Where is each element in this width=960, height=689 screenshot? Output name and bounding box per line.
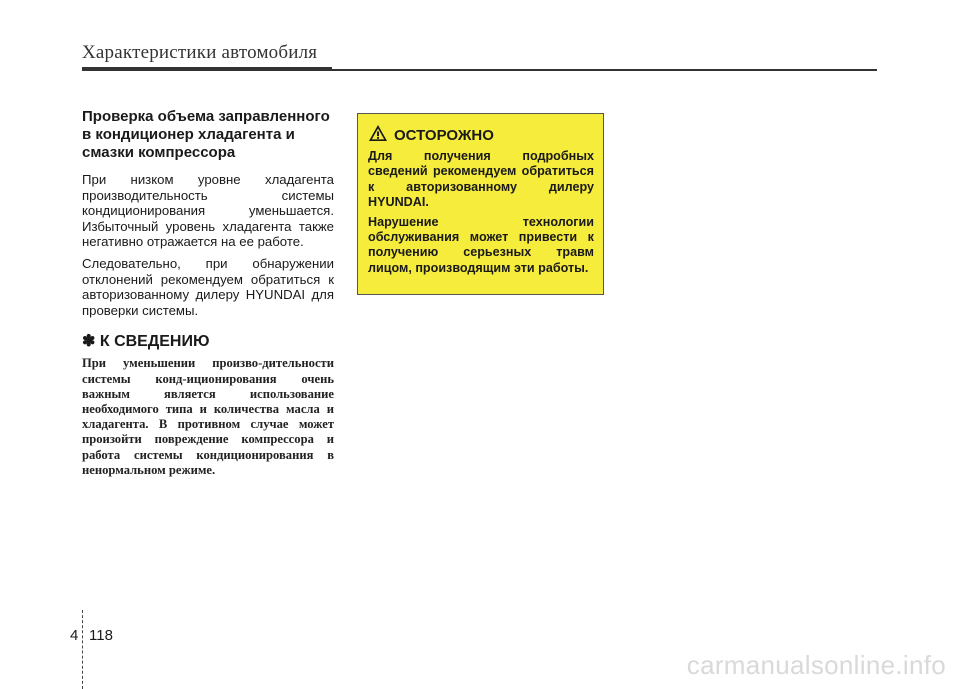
section-title: Проверка объема заправленного в кондиционер хладагента и смазки компрессора: [82, 108, 330, 161]
warning-title: [368, 124, 594, 147]
info-body: При уменьшении произво-дительности системы конд-иционирования очень важным является использование необходимого типа и количества масла и хладагента. В противном случае может произойти повреждение компрессора и работа системы кондиционирования в ненормальном режиме.: [82, 356, 334, 477]
header-rule-thick: [82, 67, 332, 71]
warning-paragraph: Нарушение технологии обслуживания может привести к получению серьезных травм лицом, производящим эти работы.: [368, 214, 594, 275]
paragraph: Следовательно, при обнаружении отклонений рекомендуем обратиться к авторизованному дилеру HYUNDAI для проверки системы.: [82, 255, 334, 318]
paragraph: При низком уровне хладагента производительность системы кондиционирования уменьшается. Избыточный уровень хладагента также негативно отражается на ее работе.: [82, 172, 334, 250]
warning-title-text: ОСТОРОЖНО: [394, 126, 494, 144]
warning-paragraph: Для получения подробных сведений рекомендуем обратиться к авторизованному дилеру HYUNDAI.: [368, 149, 594, 210]
chapter-number: 4: [70, 627, 79, 644]
asterisk-icon: ✽: [82, 333, 96, 351]
page-number: 118: [89, 627, 113, 644]
info-heading: [82, 332, 334, 352]
left-column: [82, 108, 334, 478]
footer-divider: [82, 610, 83, 689]
page-header-title: Характеристики автомобиля: [82, 42, 318, 63]
warning-triangle-icon: [368, 124, 388, 147]
info-heading-text: К СВЕДЕНИЮ: [99, 333, 210, 351]
warning-box: [357, 113, 604, 295]
watermark: carmanualsonline.info: [686, 650, 946, 680]
header-rule-thin: [332, 69, 877, 71]
